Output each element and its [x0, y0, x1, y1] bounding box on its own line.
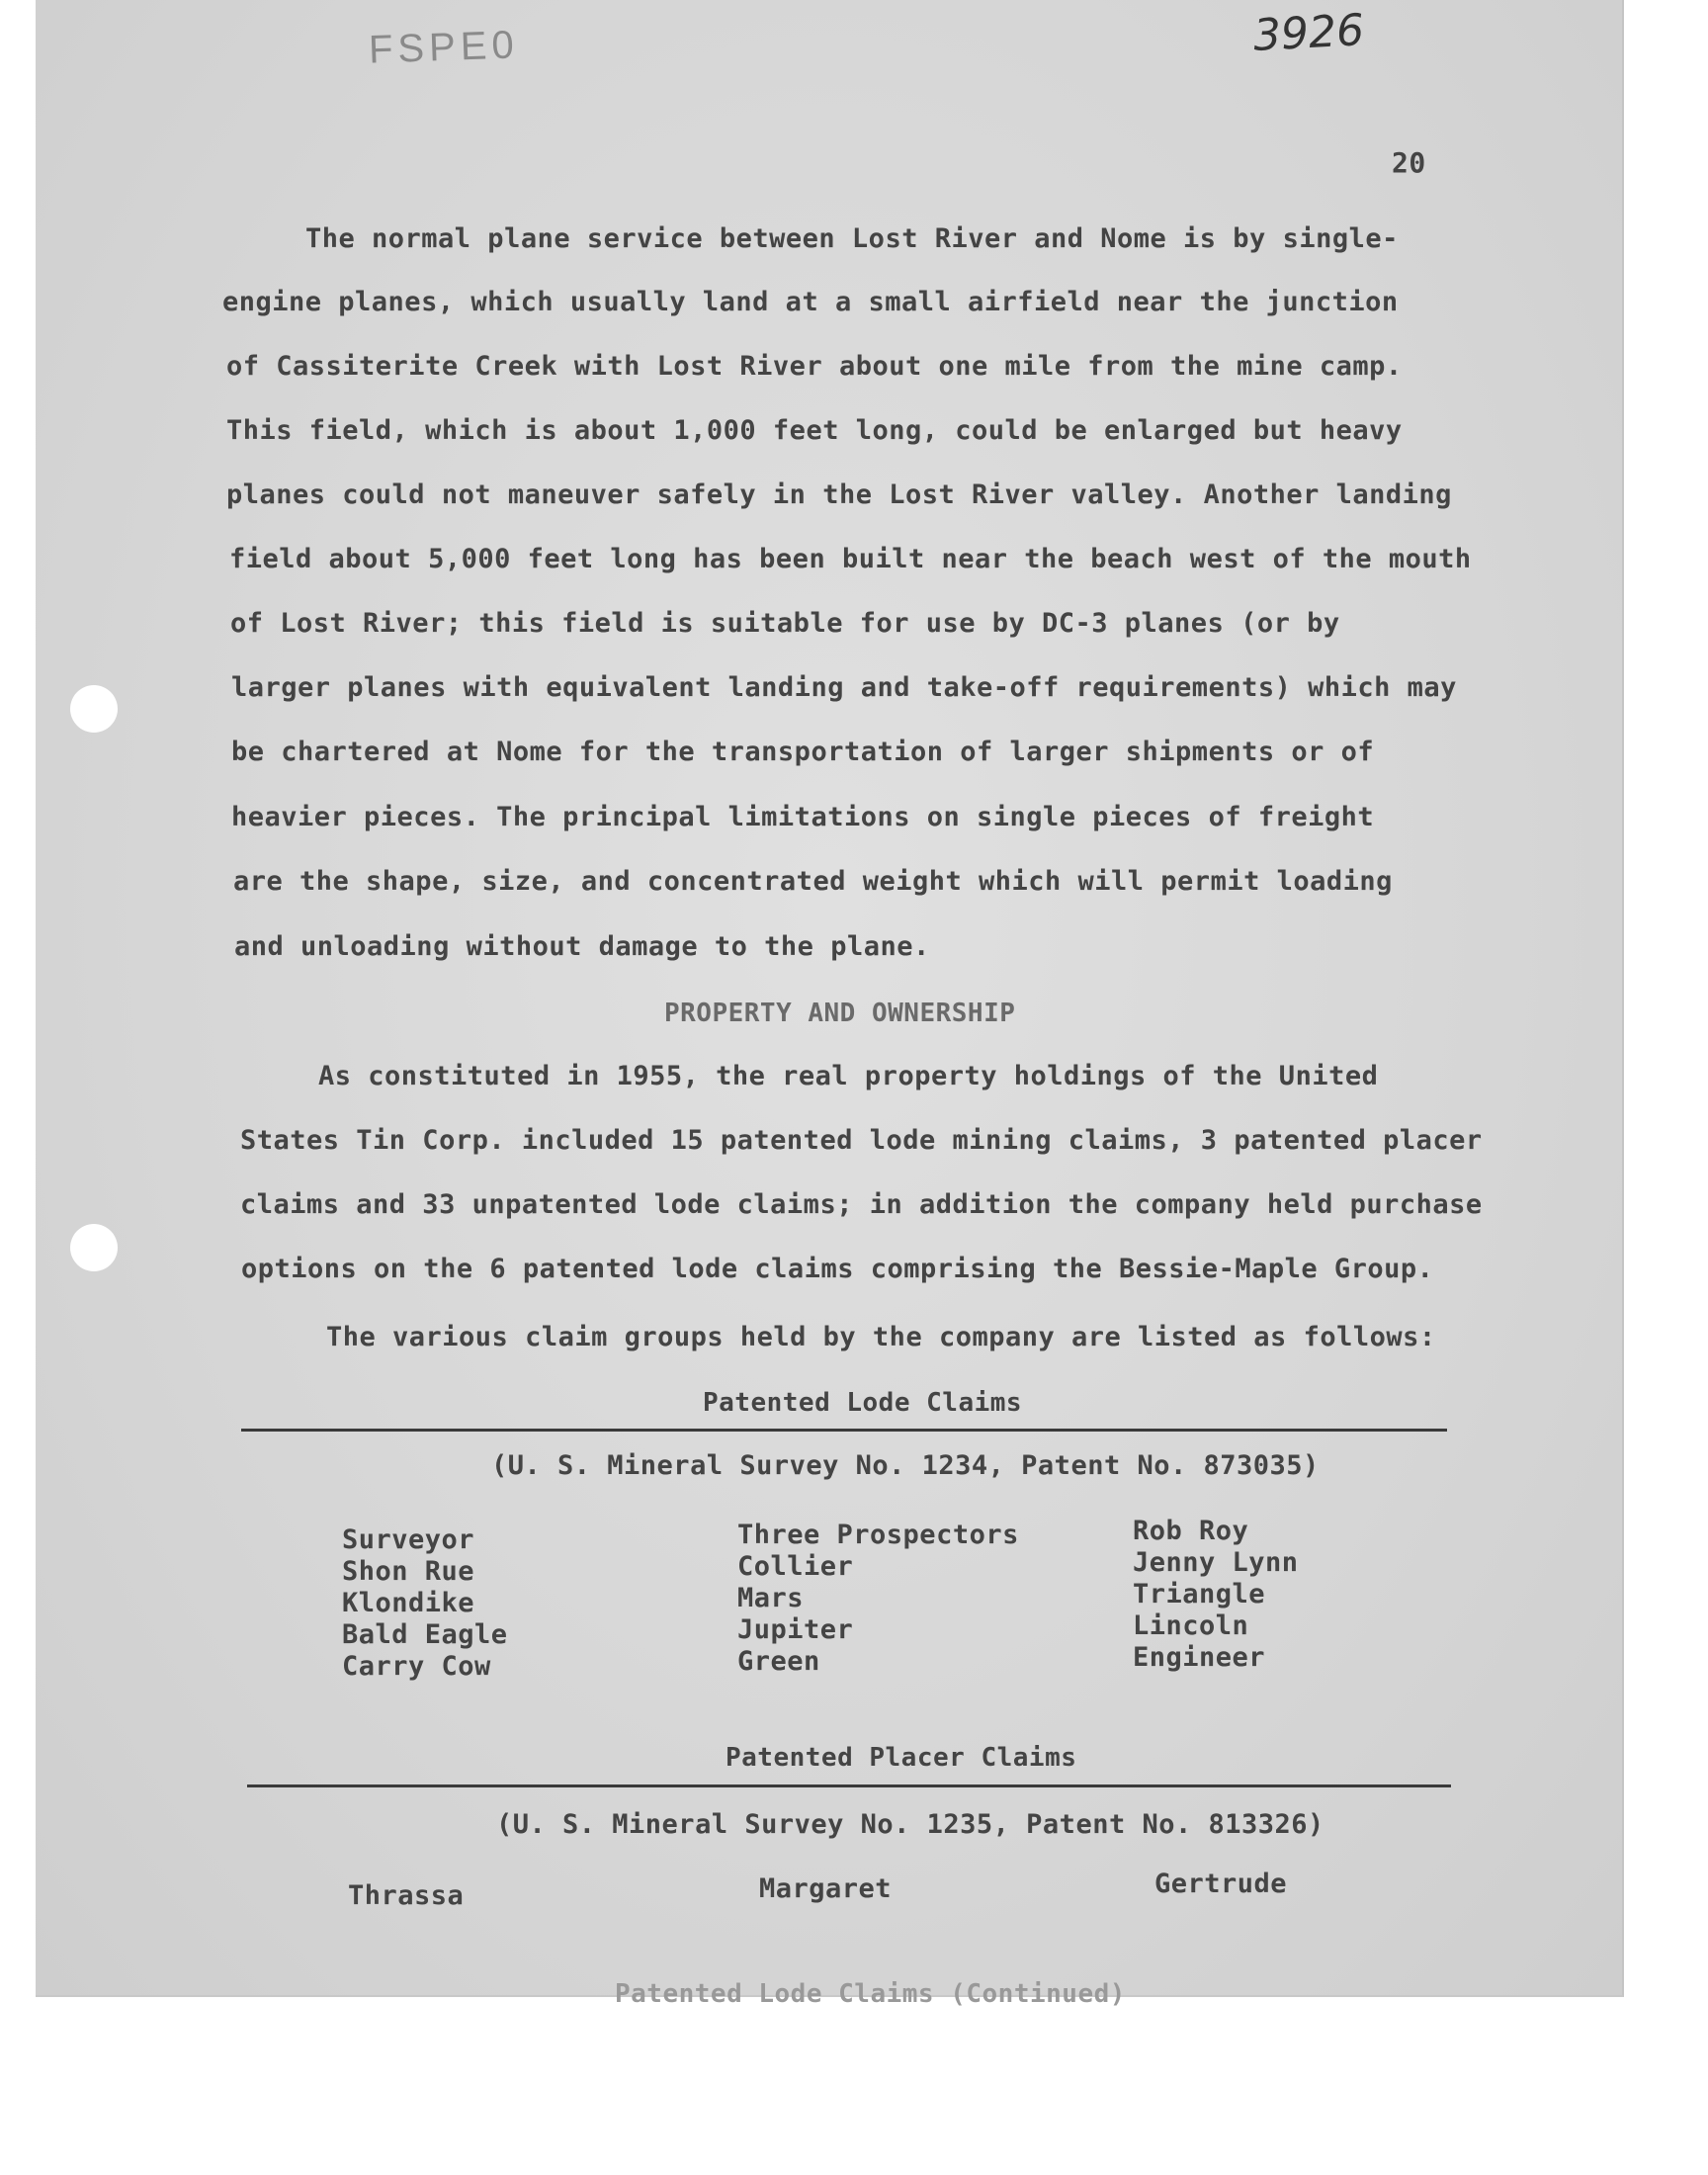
placer-claims-title: Patented Placer Claims [726, 1743, 1077, 1773]
punch-hole-upper [70, 685, 118, 733]
placer-claim: Margaret [759, 1873, 893, 1904]
paragraph-claim-groups: The various claim groups held by the company are listed as follows: [326, 1322, 1436, 1352]
claim-name: Jupiter [737, 1614, 854, 1645]
lode-claims-title: Patented Lode Claims [703, 1388, 1023, 1418]
claim-name: Engineer [1133, 1642, 1266, 1673]
text-line: are the shape, size, and concentrated weight which will permit loading [233, 866, 1393, 897]
text-line: claims and 33 unpatented lode claims; in addition the company held purchase [240, 1189, 1483, 1220]
text-line: of Cassiterite Creek with Lost River about one mile from the mine camp. [226, 351, 1403, 382]
cut-off-continuation-line: Patented Lode Claims (Continued) [615, 1979, 1126, 2009]
punch-hole-lower [70, 1224, 118, 1271]
claim-name: Triangle [1133, 1579, 1266, 1610]
text-line: larger planes with equivalent landing and take-off requirements) which may [231, 672, 1457, 703]
claim-name: Klondike [342, 1588, 475, 1618]
section-heading: PROPERTY AND OWNERSHIP [664, 999, 1016, 1028]
text-line: field about 5,000 feet long has been built near the beach west of the mouth [229, 544, 1472, 574]
claim-name: Rob Roy [1133, 1516, 1249, 1546]
lode-claims-column-2 [737, 1520, 1019, 1678]
placer-claim: Gertrude [1154, 1869, 1288, 1899]
text-line: The normal plane service between Lost River and Nome is by single- [305, 223, 1399, 254]
claim-name: Lincoln [1133, 1610, 1249, 1641]
lode-claims-rule [241, 1429, 1447, 1432]
text-line: States Tin Corp. included 15 patented lode mining claims, 3 patented placer [240, 1125, 1483, 1156]
lode-claims-column-3 [1133, 1516, 1299, 1674]
text-line: This field, which is about 1,000 feet long, could be enlarged but heavy [226, 415, 1403, 446]
text-line: planes could not maneuver safely in the Lost River valley. Another landing [226, 479, 1452, 510]
text-line: engine planes, which usually land at a small airfield near the junction [222, 287, 1399, 317]
handwritten-number: 3926 [1251, 5, 1366, 61]
text-line: As constituted in 1955, the real property holdings of the United [318, 1061, 1379, 1091]
claim-name: Green [737, 1646, 820, 1677]
claim-name: Surveyor [342, 1524, 475, 1555]
placer-claim: Thrassa [348, 1880, 465, 1911]
claim-name: Shon Rue [342, 1556, 475, 1587]
claim-name: Mars [737, 1583, 805, 1613]
page-number: 20 [1392, 146, 1426, 179]
lode-claims-survey: (U. S. Mineral Survey No. 1234, Patent No. 873035) [491, 1450, 1320, 1481]
claim-name: Carry Cow [342, 1651, 491, 1682]
placer-claims-survey: (U. S. Mineral Survey No. 1235, Patent No. 813326) [496, 1809, 1324, 1840]
lode-claims-column-1 [342, 1524, 508, 1683]
text-line: of Lost River; this field is suitable for use by DC-3 planes (or by [230, 608, 1340, 639]
claim-name: Jenny Lynn [1133, 1547, 1299, 1578]
claim-name: Bald Eagle [342, 1619, 508, 1650]
text-line: options on the 6 patented lode claims comprising the Bessie-Maple Group. [241, 1254, 1434, 1284]
claim-name: Three Prospectors [737, 1520, 1019, 1550]
text-line: and unloading without damage to the plane. [234, 931, 930, 962]
archive-stamp: FSPE0 [368, 23, 520, 72]
claim-name: Collier [737, 1551, 854, 1582]
text-line: heavier pieces. The principal limitations on single pieces of freight [231, 802, 1375, 832]
placer-claims-rule [247, 1784, 1451, 1787]
text-line: be chartered at Nome for the transportation of larger shipments or of [231, 737, 1375, 767]
